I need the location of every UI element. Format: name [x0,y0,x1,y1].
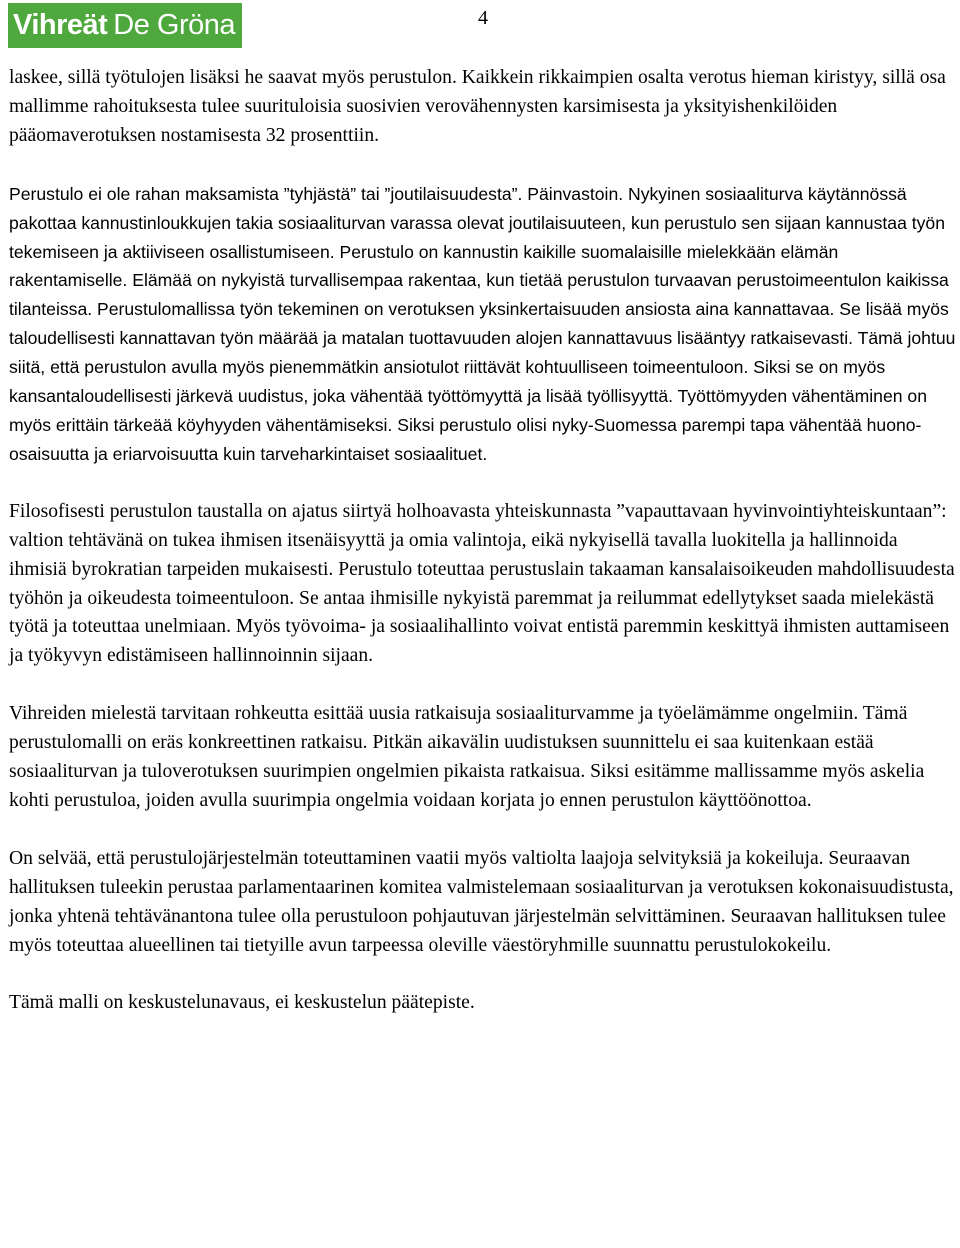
paragraph-4: Vihreiden mielestä tarvitaan rohkeutta esittää uusia ratkaisuja sosiaaliturvamme ja työelämämme ongelmiin. Tämä perustulomalli on eräs konkreettinen ratkaisu. Pitkän aikavälin uudistuksen suunnittelu ei saa kuitenkaan estää sosiaaliturvan ja tuloverotuksen suurimpien ongelmien pikaista ratkaisua. Siksi esitämme mallissamme myös askelia kohti perustuloa, joiden avulla suurimpia ongelmia voidaan korjata jo ennen perustulon käyttöönottoa. [9,703,925,811]
paragraph-3: Filosofisesti perustulon taustalla on ajatus siirtyä holhoavasta yhteiskunnasta ”vapauttavaan hyvinvointiyhteiskuntaan”: valtion tehtävänä on tukea ihmisen itsenäisyyttä ja omia valintoja, eikä nykyisellä tavalla luokitella ja hallinnoida ihmisiä byrokratian tarpeiden mukaisesti. Perustulo toteuttaa perustuslain takaaman kansalaisoikeuden mahdollisuudesta työhön ja oikeudesta toimeentuloon. Se antaa ihmisille nykyistä paremmat ja reilummat edellytykset saada mielekästä työtä ja toteuttaa unelmiaan. Myös työvoima- ja sosiaalihallinto voivat entistä paremmin keskittyä ihmisten auttamiseen ja työkyvyn edistämiseen hallinnoinnin sijaan. [9,500,955,667]
paragraph-1: laskee, sillä työtulojen lisäksi he saavat myös perustulon. Kaikkein rikkaimpien osalta verotus hieman kiristyy, sillä osa mallimme rahoituksesta tulee suurituloisia suosivien verovähennysten karsimisesta ja yksityishenkilöiden pääomaverotuksen nostamisesta 32 prosenttiin. [9,67,946,146]
paragraph-2: Perustulo ei ole rahan maksamista ”tyhjästä” tai ”joutilaisuudesta”. Päinvastoin. Nykyinen sosiaaliturva käytännössä pakottaa kannustinloukkujen takia sosiaaliturvan varassa olevat joutilaisuuteen, kun perustulo sen sijaan kannustaa työn tekemiseen ja aktiiviseen osallistumiseen. Perustulo on kannustin kaikille suomalaisille mielekkään elämän rakentamiselle. Elämää on nykyistä turvallisempaa rakentaa, kun tietää perustulon turvaavan perustoimeentulon kaikissa tilanteissa. Perustulomallissa työn tekeminen on verotuksen yksinkertaisuuden ansiosta aina kannattavaa. Se lisää myös taloudellisesti kannattavan työn määrää ja matalan tuottavuuden alojen kannattavuus lisääntyy ratkaisevasti. Tämä johtuu siitä, että perustulon avulla myös pienemmätkin ansiotulot riittävät kohtuulliseen toimeentuloon. Siksi se on myös kansantaloudellisesti järkevä uudistus, joka vähentää työttömyyttä ja lisää työllisyyttä. Työttömyyden vähentäminen on myös erittäin tärkeää köyhyyden vähentämiseksi. Siksi perustulo olisi nyky-Suomessa parempi tapa vähentää huono-osaisuutta ja eriarvoisuutta kuin tarveharkintaiset sosiaalituet. [9,183,956,464]
paragraph-5: On selvää, että perustulojärjestelmän toteuttaminen vaatii myös valtiolta laajoja selvityksiä ja kokeiluja. Seuraavan hallituksen tuleekin perustaa parlamentaarinen komitea valmistelemaan sosiaaliturvan ja verotuksen kokonaisuudistusta, jonka yhtenä tehtävänantona tulee olla perustuloon pohjautuvan järjestelmän selvittäminen. Seuraavan hallituksen tulee myös toteuttaa alueellinen tai tietyille avun tarpeessa oleville väestöryhmille suunnattu perustulokokeilu. [9,847,954,956]
logo-word-de-grona: De Gröna [113,9,236,41]
logo-word-vihreat: Vihreät [13,9,108,41]
paragraph-6: Tämä malli on keskustelunavaus, ei keskustelun päätepiste. [9,992,475,1014]
vihreat-de-grona-logo [8,3,242,48]
document-body [9,64,957,1047]
page-number: 4 [478,7,488,29]
